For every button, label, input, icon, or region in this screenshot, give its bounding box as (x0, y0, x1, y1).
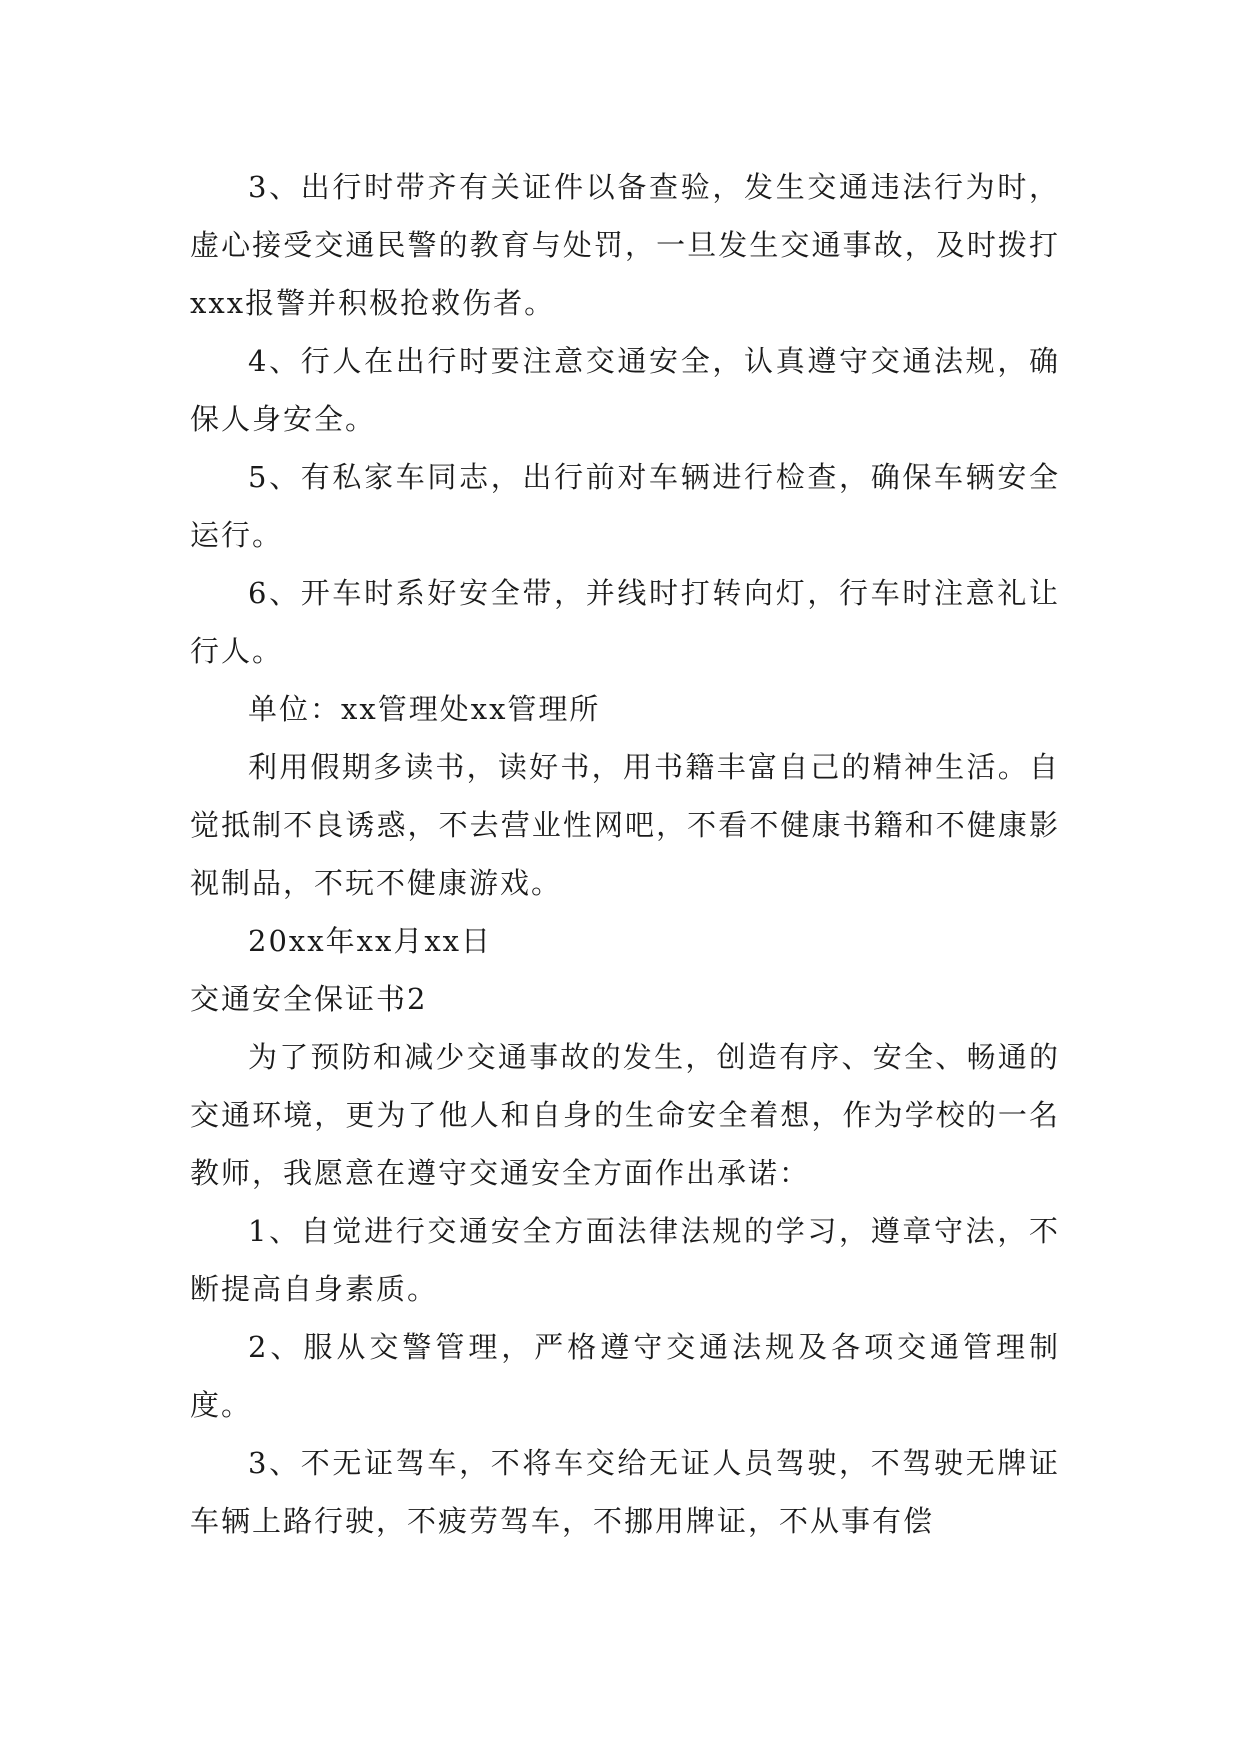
section-title: 交通安全保证书2 (190, 982, 428, 1016)
paragraph-item-4: 4、行人在出行时要注意交通安全，认真遵守交通法规，确保人身安全。 (190, 344, 1060, 436)
intro-paragraph: 为了预防和减少交通事故的发生，创造有序、安全、畅通的交通环境，更为了他人和自身的生命安全着想，作为学校的一名教师，我愿意在遵守交通安全方面作出承诺： (190, 1040, 1060, 1190)
date-line: 20xx年xx月xx日 (248, 924, 493, 958)
paragraph-item-3: 3、出行时带齐有关证件以备查验，发生交通违法行为时，虚心接受交通民警的教育与处罚，一旦发生交通事故，及时拨打xxx报警并积极抢救伤者。 (190, 170, 1060, 320)
unit-line: 单位：xx管理处xx管理所 (248, 692, 601, 726)
pledge-item-3: 3、不无证驾车，不将车交给无证人员驾驶，不驾驶无牌证车辆上路行驶，不疲劳驾车，不挪用牌证，不从事有偿 (190, 1446, 1060, 1538)
pledge-item-2: 2、服从交警管理，严格遵守交通法规及各项交通管理制度。 (190, 1330, 1060, 1422)
reading-paragraph: 利用假期多读书，读好书，用书籍丰富自己的精神生活。自觉抵制不良诱惑，不去营业性网吧，不看不健康书籍和不健康影视制品，不玩不健康游戏。 (190, 750, 1060, 900)
pledge-item-1: 1、自觉进行交通安全方面法律法规的学习，遵章守法，不断提高自身素质。 (190, 1214, 1060, 1306)
document-body (190, 158, 1060, 1550)
paragraph-item-6: 6、开车时系好安全带，并线时打转向灯，行车时注意礼让行人。 (190, 576, 1060, 668)
paragraph-item-5: 5、有私家车同志，出行前对车辆进行检查，确保车辆安全运行。 (190, 460, 1060, 552)
